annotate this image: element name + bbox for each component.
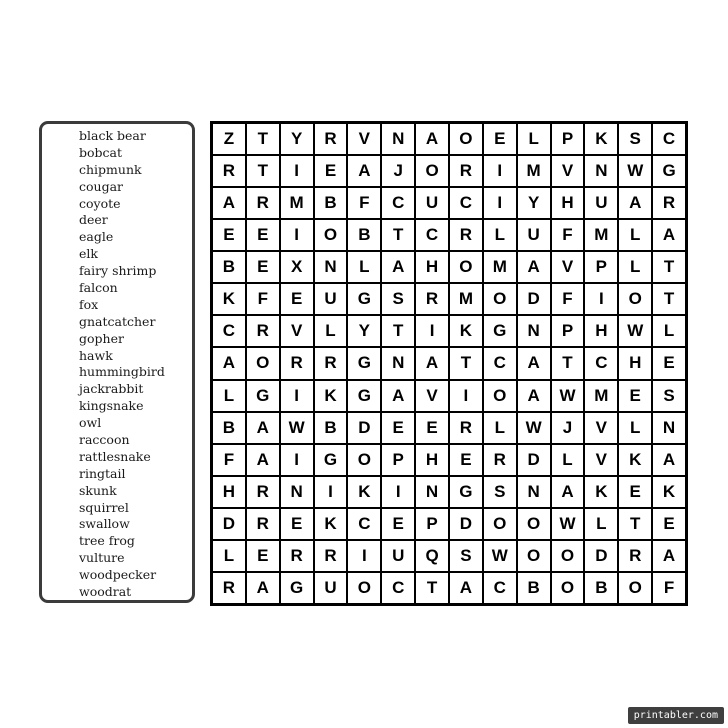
word-list-item: raccoon [79, 432, 130, 448]
grid-cell: I [416, 316, 448, 346]
grid-cell: O [348, 573, 380, 603]
grid-cell: E [382, 509, 414, 539]
grid-cell: S [619, 124, 651, 154]
word-list-item: swallow [79, 516, 130, 532]
word-list-item: kingsnake [79, 398, 144, 414]
grid-cell: L [585, 509, 617, 539]
grid-cell: R [315, 124, 347, 154]
grid-cell: L [653, 316, 685, 346]
grid-cell: M [281, 188, 313, 218]
grid-cell: O [518, 541, 550, 571]
grid-cell: A [247, 445, 279, 475]
grid-cell: O [247, 348, 279, 378]
word-list-item: elk [79, 246, 98, 262]
grid-cell: C [213, 316, 245, 346]
grid-cell: K [450, 316, 482, 346]
grid-cell: O [450, 124, 482, 154]
grid-cell: O [518, 509, 550, 539]
grid-cell: N [382, 124, 414, 154]
grid-cell: K [619, 445, 651, 475]
word-list-item: squirrel [79, 499, 129, 515]
grid-cell: P [416, 509, 448, 539]
grid-cell: C [382, 188, 414, 218]
grid-cell: R [247, 509, 279, 539]
grid-cell: A [247, 413, 279, 443]
grid-cell: W [281, 413, 313, 443]
grid-cell: L [213, 541, 245, 571]
grid-cell: R [247, 188, 279, 218]
grid-cell: T [450, 348, 482, 378]
word-list-item: hummingbird [79, 364, 165, 380]
grid-cell: K [585, 477, 617, 507]
grid-cell: M [585, 220, 617, 250]
grid-cell: G [281, 573, 313, 603]
grid-cell: L [213, 381, 245, 411]
grid-cell: O [484, 509, 516, 539]
grid-cell: L [348, 252, 380, 282]
grid-cell: N [382, 348, 414, 378]
grid-cell: L [619, 252, 651, 282]
grid-cell: U [585, 188, 617, 218]
grid-cell: D [585, 541, 617, 571]
grid-cell: R [315, 348, 347, 378]
grid-cell: R [653, 188, 685, 218]
grid-cell: A [518, 381, 550, 411]
grid-cell: Y [518, 188, 550, 218]
word-list-item: cougar [79, 178, 124, 194]
grid-cell: B [518, 573, 550, 603]
grid-cell: P [552, 316, 584, 346]
grid-cell: I [315, 477, 347, 507]
grid-cell: B [213, 413, 245, 443]
grid-cell: N [653, 413, 685, 443]
grid-cell: V [552, 156, 584, 186]
grid-cell: W [619, 316, 651, 346]
grid-cell: H [416, 445, 448, 475]
grid-cell: N [281, 477, 313, 507]
grid-cell: Y [348, 316, 380, 346]
grid-cell: E [416, 413, 448, 443]
grid-cell: H [213, 477, 245, 507]
grid-cell: V [585, 413, 617, 443]
grid-cell: L [315, 316, 347, 346]
word-list-item: black bear [79, 128, 146, 143]
grid-cell: I [281, 445, 313, 475]
grid-cell: C [585, 348, 617, 378]
grid-cell: R [247, 316, 279, 346]
grid-cell: F [348, 188, 380, 218]
word-list-panel [39, 121, 195, 603]
grid-cell: O [484, 381, 516, 411]
grid-cell: J [382, 156, 414, 186]
grid-cell: Q [416, 541, 448, 571]
grid-cell: G [450, 477, 482, 507]
grid-cell: A [619, 188, 651, 218]
word-list-item: chipmunk [79, 161, 142, 177]
grid-cell: C [416, 220, 448, 250]
grid-cell: A [382, 252, 414, 282]
grid-cell: G [348, 381, 380, 411]
grid-cell: G [348, 284, 380, 314]
word-list-item: gnatcatcher [79, 313, 156, 329]
grid-cell: T [416, 573, 448, 603]
grid-cell: L [619, 220, 651, 250]
grid-cell: F [552, 220, 584, 250]
grid-cell: K [315, 381, 347, 411]
word-list-item: vulture [79, 550, 125, 566]
grid-cell: V [585, 445, 617, 475]
grid-cell: O [315, 220, 347, 250]
grid-cell: A [653, 541, 685, 571]
grid-cell: L [619, 413, 651, 443]
grid-cell: F [213, 445, 245, 475]
grid-cell: C [484, 348, 516, 378]
grid-cell: A [213, 188, 245, 218]
grid-cell: F [552, 284, 584, 314]
grid-cell: M [585, 381, 617, 411]
grid-cell: E [247, 541, 279, 571]
grid-cell: O [484, 284, 516, 314]
grid-cell: N [518, 477, 550, 507]
grid-cell: T [653, 252, 685, 282]
grid-cell: I [484, 156, 516, 186]
grid-cell: P [382, 445, 414, 475]
grid-cell: B [315, 188, 347, 218]
word-list-item: rattlesnake [79, 448, 151, 464]
grid-cell: A [518, 252, 550, 282]
grid-cell: R [450, 413, 482, 443]
grid-cell: A [382, 381, 414, 411]
word-list-item: falcon [79, 280, 118, 296]
grid-cell: O [552, 541, 584, 571]
grid-cell: K [585, 124, 617, 154]
grid-cell: D [348, 413, 380, 443]
grid-cell: U [315, 284, 347, 314]
grid-cell: R [484, 445, 516, 475]
grid-cell: B [585, 573, 617, 603]
grid-cell: W [518, 413, 550, 443]
grid-cell: K [315, 509, 347, 539]
grid-cell: C [348, 509, 380, 539]
grid-cell: D [518, 284, 550, 314]
grid-cell: E [653, 509, 685, 539]
grid-cell: W [552, 509, 584, 539]
grid-cell: V [348, 124, 380, 154]
grid-cell: E [619, 381, 651, 411]
grid-cell: A [247, 573, 279, 603]
grid-cell: V [416, 381, 448, 411]
word-list-item: owl [79, 415, 102, 431]
grid-cell: Z [213, 124, 245, 154]
grid-cell: R [247, 477, 279, 507]
grid-cell: W [484, 541, 516, 571]
grid-cell: W [552, 381, 584, 411]
grid-cell: I [281, 220, 313, 250]
grid-cell: E [382, 413, 414, 443]
grid-cell: G [484, 316, 516, 346]
grid-cell: E [653, 348, 685, 378]
grid-cell: I [484, 188, 516, 218]
grid-cell: G [315, 445, 347, 475]
grid-cell: E [247, 220, 279, 250]
word-list-item: fox [79, 296, 99, 312]
grid-cell: A [450, 573, 482, 603]
grid-cell: E [247, 252, 279, 282]
grid-cell: A [653, 445, 685, 475]
grid-cell: I [281, 381, 313, 411]
grid-cell: W [619, 156, 651, 186]
grid-cell: P [585, 252, 617, 282]
grid-cell: B [348, 220, 380, 250]
grid-cell: A [653, 220, 685, 250]
grid-cell: X [281, 252, 313, 282]
grid-cell: S [450, 541, 482, 571]
grid-cell: I [281, 156, 313, 186]
grid-cell: M [450, 284, 482, 314]
grid-cell: O [416, 156, 448, 186]
grid-cell: T [653, 284, 685, 314]
grid-cell: E [213, 220, 245, 250]
grid-cell: E [450, 445, 482, 475]
grid-cell: R [281, 348, 313, 378]
grid-cell: V [552, 252, 584, 282]
grid-cell: A [552, 477, 584, 507]
grid-cell: B [315, 413, 347, 443]
grid-cell: A [416, 124, 448, 154]
word-list-item: deer [79, 212, 108, 228]
word-list-item: skunk [79, 482, 117, 498]
grid-cell: R [450, 220, 482, 250]
grid-cell: H [552, 188, 584, 218]
grid-cell: A [213, 348, 245, 378]
grid-cell: S [484, 477, 516, 507]
grid-cell: D [450, 509, 482, 539]
grid-cell: J [552, 413, 584, 443]
grid-cell: U [315, 573, 347, 603]
word-list-item: tree frog [79, 533, 135, 549]
grid-cell: L [552, 445, 584, 475]
word-list-item: ringtail [79, 465, 126, 481]
grid-cell: H [619, 348, 651, 378]
grid-cell: T [619, 509, 651, 539]
grid-cell: O [552, 573, 584, 603]
grid-cell: U [382, 541, 414, 571]
word-list-item: woodpecker [79, 567, 157, 583]
grid-cell: N [315, 252, 347, 282]
grid-cell: T [247, 124, 279, 154]
grid-cell: C [653, 124, 685, 154]
grid-cell: U [518, 220, 550, 250]
letter-grid [210, 121, 688, 606]
grid-cell: D [518, 445, 550, 475]
grid-cell: L [484, 220, 516, 250]
grid-cell: O [450, 252, 482, 282]
grid-cell: T [552, 348, 584, 378]
word-list [79, 128, 165, 601]
grid-cell: O [619, 573, 651, 603]
grid-cell: S [382, 284, 414, 314]
grid-cell: H [416, 252, 448, 282]
grid-cell: G [348, 348, 380, 378]
word-list-item: gopher [79, 330, 124, 346]
grid-cell: G [653, 156, 685, 186]
grid-cell: N [518, 316, 550, 346]
grid-cell: V [281, 316, 313, 346]
grid-cell: T [247, 156, 279, 186]
grid-cell: E [315, 156, 347, 186]
grid-cell: O [619, 284, 651, 314]
grid-cell: E [484, 124, 516, 154]
word-list-item: fairy shrimp [79, 263, 157, 279]
word-list-item: coyote [79, 195, 121, 211]
grid-cell: M [518, 156, 550, 186]
grid-cell: L [484, 413, 516, 443]
grid-cell: N [416, 477, 448, 507]
grid-cell: Y [281, 124, 313, 154]
word-list-item: woodrat [79, 584, 132, 600]
grid-cell: H [585, 316, 617, 346]
word-list-item: bobcat [79, 144, 123, 160]
grid-cell: I [585, 284, 617, 314]
grid-cell: G [247, 381, 279, 411]
grid-cell: R [213, 573, 245, 603]
grid-cell: I [450, 381, 482, 411]
word-list-item: jackrabbit [79, 381, 144, 397]
grid-cell: U [416, 188, 448, 218]
grid-cell: F [247, 284, 279, 314]
grid-cell: T [382, 316, 414, 346]
grid-cell: N [585, 156, 617, 186]
watermark-label: printabler.com [628, 707, 724, 724]
grid-cell: L [518, 124, 550, 154]
word-list-item: hawk [79, 347, 113, 363]
grid-cell: A [348, 156, 380, 186]
grid-cell: E [281, 509, 313, 539]
grid-cell: R [315, 541, 347, 571]
grid-cell: F [653, 573, 685, 603]
grid-cell: K [213, 284, 245, 314]
grid-cell: D [213, 509, 245, 539]
grid-cell: R [619, 541, 651, 571]
grid-cell: E [619, 477, 651, 507]
grid-cell: K [653, 477, 685, 507]
grid-cell: I [382, 477, 414, 507]
grid-cell: C [450, 188, 482, 218]
grid-cell: M [484, 252, 516, 282]
grid-cell: T [382, 220, 414, 250]
grid-cell: B [213, 252, 245, 282]
grid-cell: A [518, 348, 550, 378]
grid-cell: R [281, 541, 313, 571]
grid-cell: I [348, 541, 380, 571]
grid-cell: C [382, 573, 414, 603]
grid-cell: R [416, 284, 448, 314]
grid-cell: E [281, 284, 313, 314]
grid-cell: P [552, 124, 584, 154]
grid-cell: K [348, 477, 380, 507]
grid-cell: R [213, 156, 245, 186]
grid-cell: S [653, 381, 685, 411]
grid-cell: O [348, 445, 380, 475]
grid-cell: C [484, 573, 516, 603]
grid-cell: R [450, 156, 482, 186]
grid-cell: A [416, 348, 448, 378]
word-list-item: eagle [79, 229, 114, 245]
